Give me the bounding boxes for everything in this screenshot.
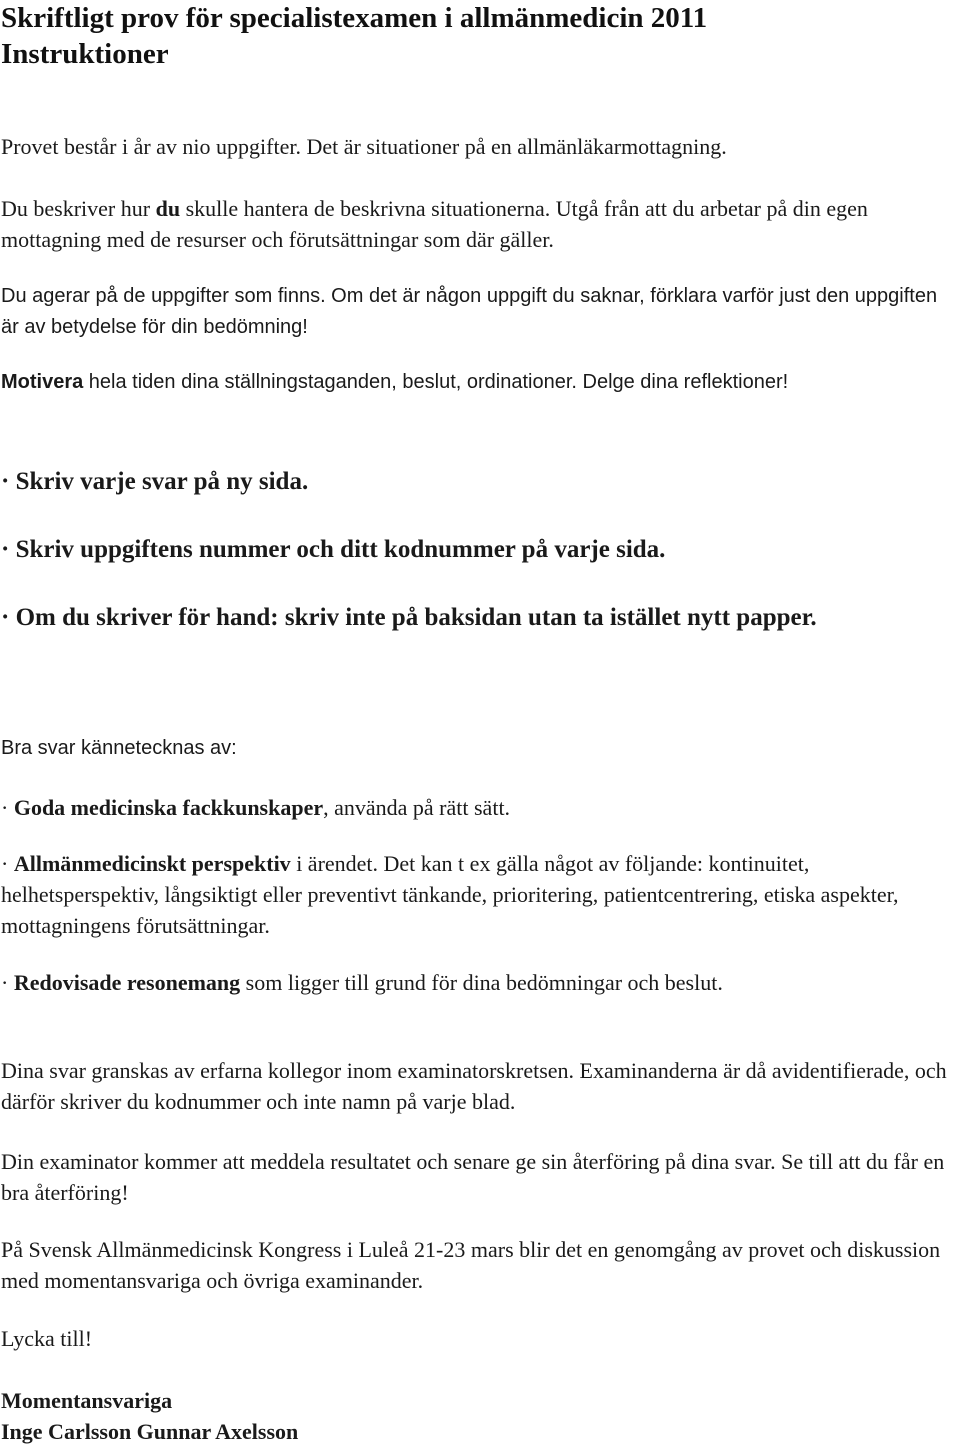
motivate-paragraph: Motivera hela tiden dina ställningstaganden, beslut, ordinationer. Delge dina reflektioner! (1, 371, 789, 393)
describe-paragraph: Du beskriver hur du skulle hantera de beskrivna situationerna. Utgå från att du arbetar på din egen mottagning med de resurser och förutsättningar som där gäller. (1, 196, 868, 252)
rule-item: · Skriv uppgiftens nummer och ditt kodnummer på varje sida. (1, 536, 666, 563)
closing-text: Lycka till! (1, 1326, 93, 1351)
intro-paragraph: Provet består i år av nio uppgifter. Det är situationer på en allmänläkarmottagning. (1, 134, 727, 159)
emphasis-motivera: Motivera (1, 371, 84, 393)
facts-paragraph: Du agerar på de uppgifter som finns. Om det är någon uppgift du saknar, förklara varför just den uppgiften är av betydelse för din bedömning! (1, 285, 938, 338)
signature-heading: Momentansvariga (1, 1388, 173, 1413)
signature-block (1, 1385, 956, 1447)
rule-item: · Om du skriver för hand: skriv inte på baksidan utan ta istället nytt papper. (1, 604, 817, 631)
criteria-item: · Redovisade resonemang som ligger till grund för dina bedömningar och beslut. (1, 970, 723, 995)
congress-paragraph: På Svensk Allmänmedicinsk Kongress i Luleå 21-23 mars blir det en genomgång av provet och diskussion med momentansvariga och övriga examinander. (1, 1237, 941, 1293)
title-line-2: Instruktioner (1, 38, 169, 70)
criteria-item: · Goda medicinska fackkunskaper, använda på rätt sätt. (1, 795, 511, 820)
rule-item: · Skriv varje svar på ny sida. (1, 468, 309, 495)
title-line-1: Skriftligt prov för specialistexamen i allmänmedicin 2011 (1, 2, 708, 34)
emphasis-du: du (155, 196, 181, 221)
signature-names: Inge Carlsson Gunnar Axelsson (1, 1419, 299, 1444)
criteria-heading: Bra svar kännetecknas av: (1, 737, 237, 759)
page-title (1, 0, 956, 72)
examiner-paragraph: Din examinator kommer att meddela resultatet och senare ge sin återföring på dina svar. Se till att du får en bra återföring! (1, 1149, 945, 1205)
review-paragraph: Dina svar granskas av erfarna kollegor inom examinatorskretsen. Examinanderna är då avidentifierade, och därför skriver du kodnummer och inte namn på varje blad. (1, 1058, 947, 1114)
criteria-item: · Allmänmedicinskt perspektiv i ärendet. Det kan t ex gälla något av följande: kontinuitet, helhetsperspektiv, långsiktigt eller preventivt tänkande, prioritering, patientcentrering, etiska aspekter, mottagningens förutsättningar. (1, 851, 899, 938)
